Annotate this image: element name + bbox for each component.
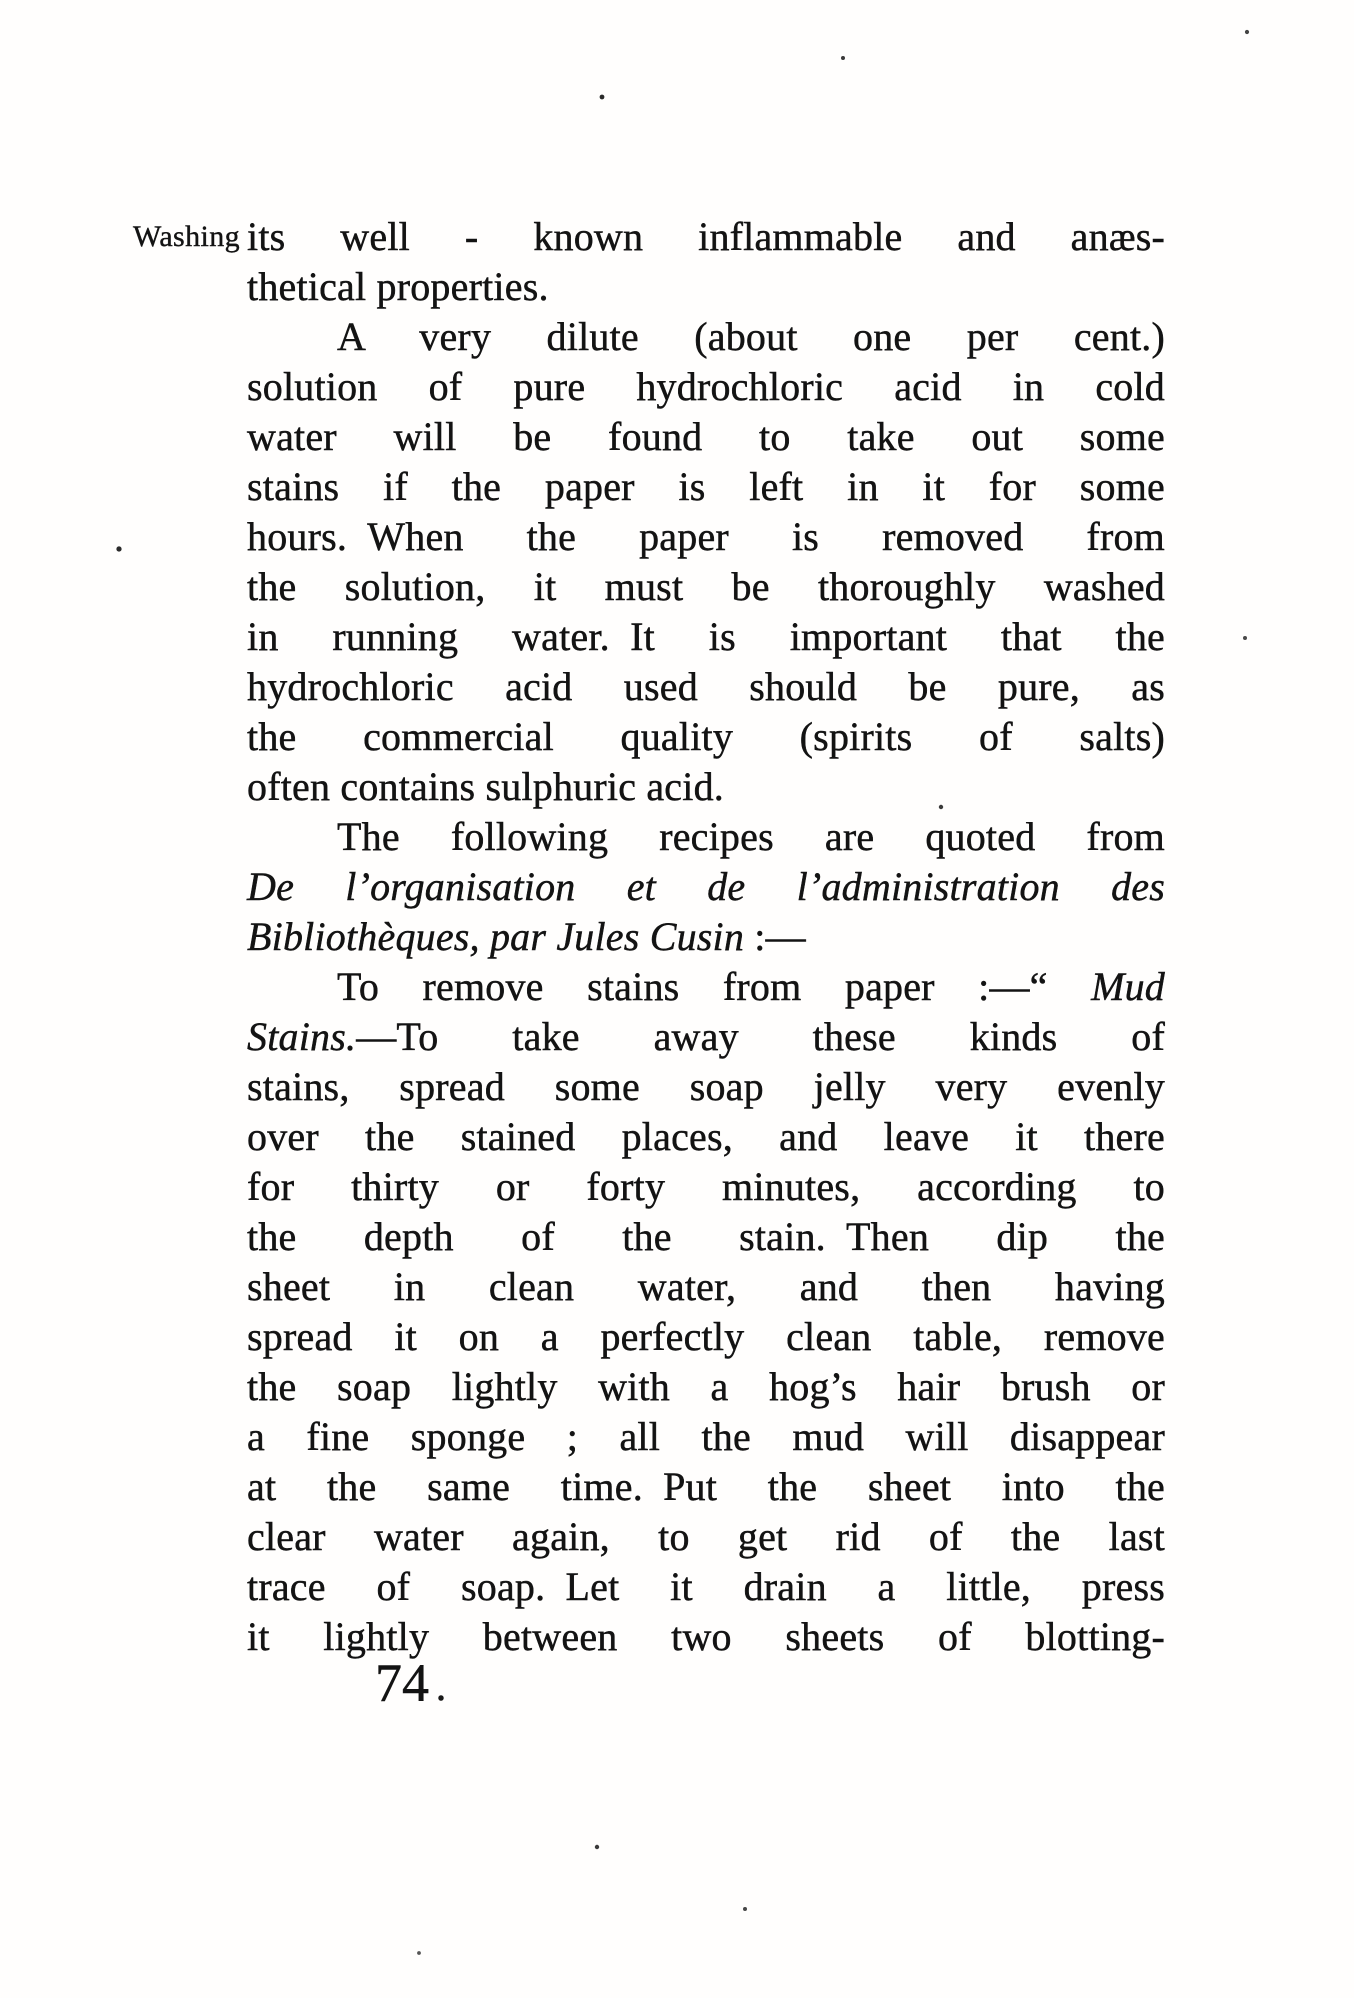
text-line [247,962,1165,1012]
text-line [247,1112,1165,1162]
scan-specks [0,0,2,2]
italic-text-segment: Bibliothèques, par Jules Cusin [247,914,745,959]
text-segment: hours. When the paper is removed from [247,514,1165,559]
text-segment: the commercial quality (spirits of salts) [247,714,1165,759]
text-line [247,462,1165,512]
italic-text-segment: Mud [1091,964,1165,1009]
text-segment: it lightly between two sheets of blotting- [247,1614,1165,1659]
text-line [247,1162,1165,1212]
text-line [247,1212,1165,1262]
text-line [247,662,1165,712]
margin-note: Washing [133,220,241,253]
text-segment: its well - known inflammable and anæs- [247,214,1165,259]
text-segment: The following recipes are quoted from [337,814,1165,859]
text-line [247,412,1165,462]
text-line [247,812,1165,862]
text-segment: the solution, it must be thoroughly washed [247,564,1165,609]
text-segment: the soap lightly with a hog’s hair brush or [247,1364,1165,1409]
text-segment: in running water. It is important that the [247,614,1165,659]
text-segment: the depth of the stain. Then dip the [247,1214,1165,1259]
text-segment: A very dilute (about one per cent.) [337,314,1165,359]
text-line [247,712,1165,762]
text-line [247,1412,1165,1462]
text-segment: solution of pure hydrochloric acid in cold [247,364,1165,409]
text-segment: spread it on a perfectly clean table, remove [247,1314,1165,1359]
text-line [247,1512,1165,1562]
text-line [247,612,1165,662]
text-line [247,1012,1165,1062]
text-segment: over the stained places, and leave it there [247,1114,1165,1159]
text-segment: sheet in clean water, and then having [247,1264,1165,1309]
text-line [247,1312,1165,1362]
text-line [247,762,1165,812]
text-line [247,1262,1165,1312]
text-segment: To remove stains from paper :—“ [337,964,1092,1009]
text-line [247,262,1165,312]
text-column [247,212,1165,1662]
text-segment: thetical properties. [247,264,549,309]
text-line [247,362,1165,412]
text-line [247,312,1165,362]
text-line [247,1462,1165,1512]
text-segment: hydrochloric acid used should be pure, as [247,664,1165,709]
text-segment: water will be found to take out some [247,414,1165,459]
page-number: 74 [375,1653,429,1713]
text-segment: clear water again, to get rid of the last [247,1514,1165,1559]
italic-text-segment: Stains. [247,1014,357,1059]
text-line [247,862,1165,912]
text-segment: trace of soap. Let it drain a little, press [247,1564,1165,1609]
text-segment: often contains sulphuric acid. [247,764,724,809]
italic-text-segment: De l’organisation et de l’administration des [247,864,1165,909]
text-segment: for thirty or forty minutes, according to [247,1164,1165,1209]
text-segment: stains if the paper is left in it for some [247,464,1165,509]
text-line [247,562,1165,612]
text-line [247,512,1165,562]
text-segment: stains, spread some soap jelly very evenly [247,1064,1165,1109]
text-line [247,1562,1165,1612]
text-segment: :— [744,914,806,959]
text-line [247,1062,1165,1112]
text-segment: at the same time. Put the sheet into the [247,1464,1165,1509]
text-line [247,212,1165,262]
text-line [247,912,1165,962]
text-segment: a fine sponge ; all the mud will disappear [247,1414,1165,1459]
text-segment: —To take away these kinds of [356,1014,1165,1059]
text-line [247,1362,1165,1412]
